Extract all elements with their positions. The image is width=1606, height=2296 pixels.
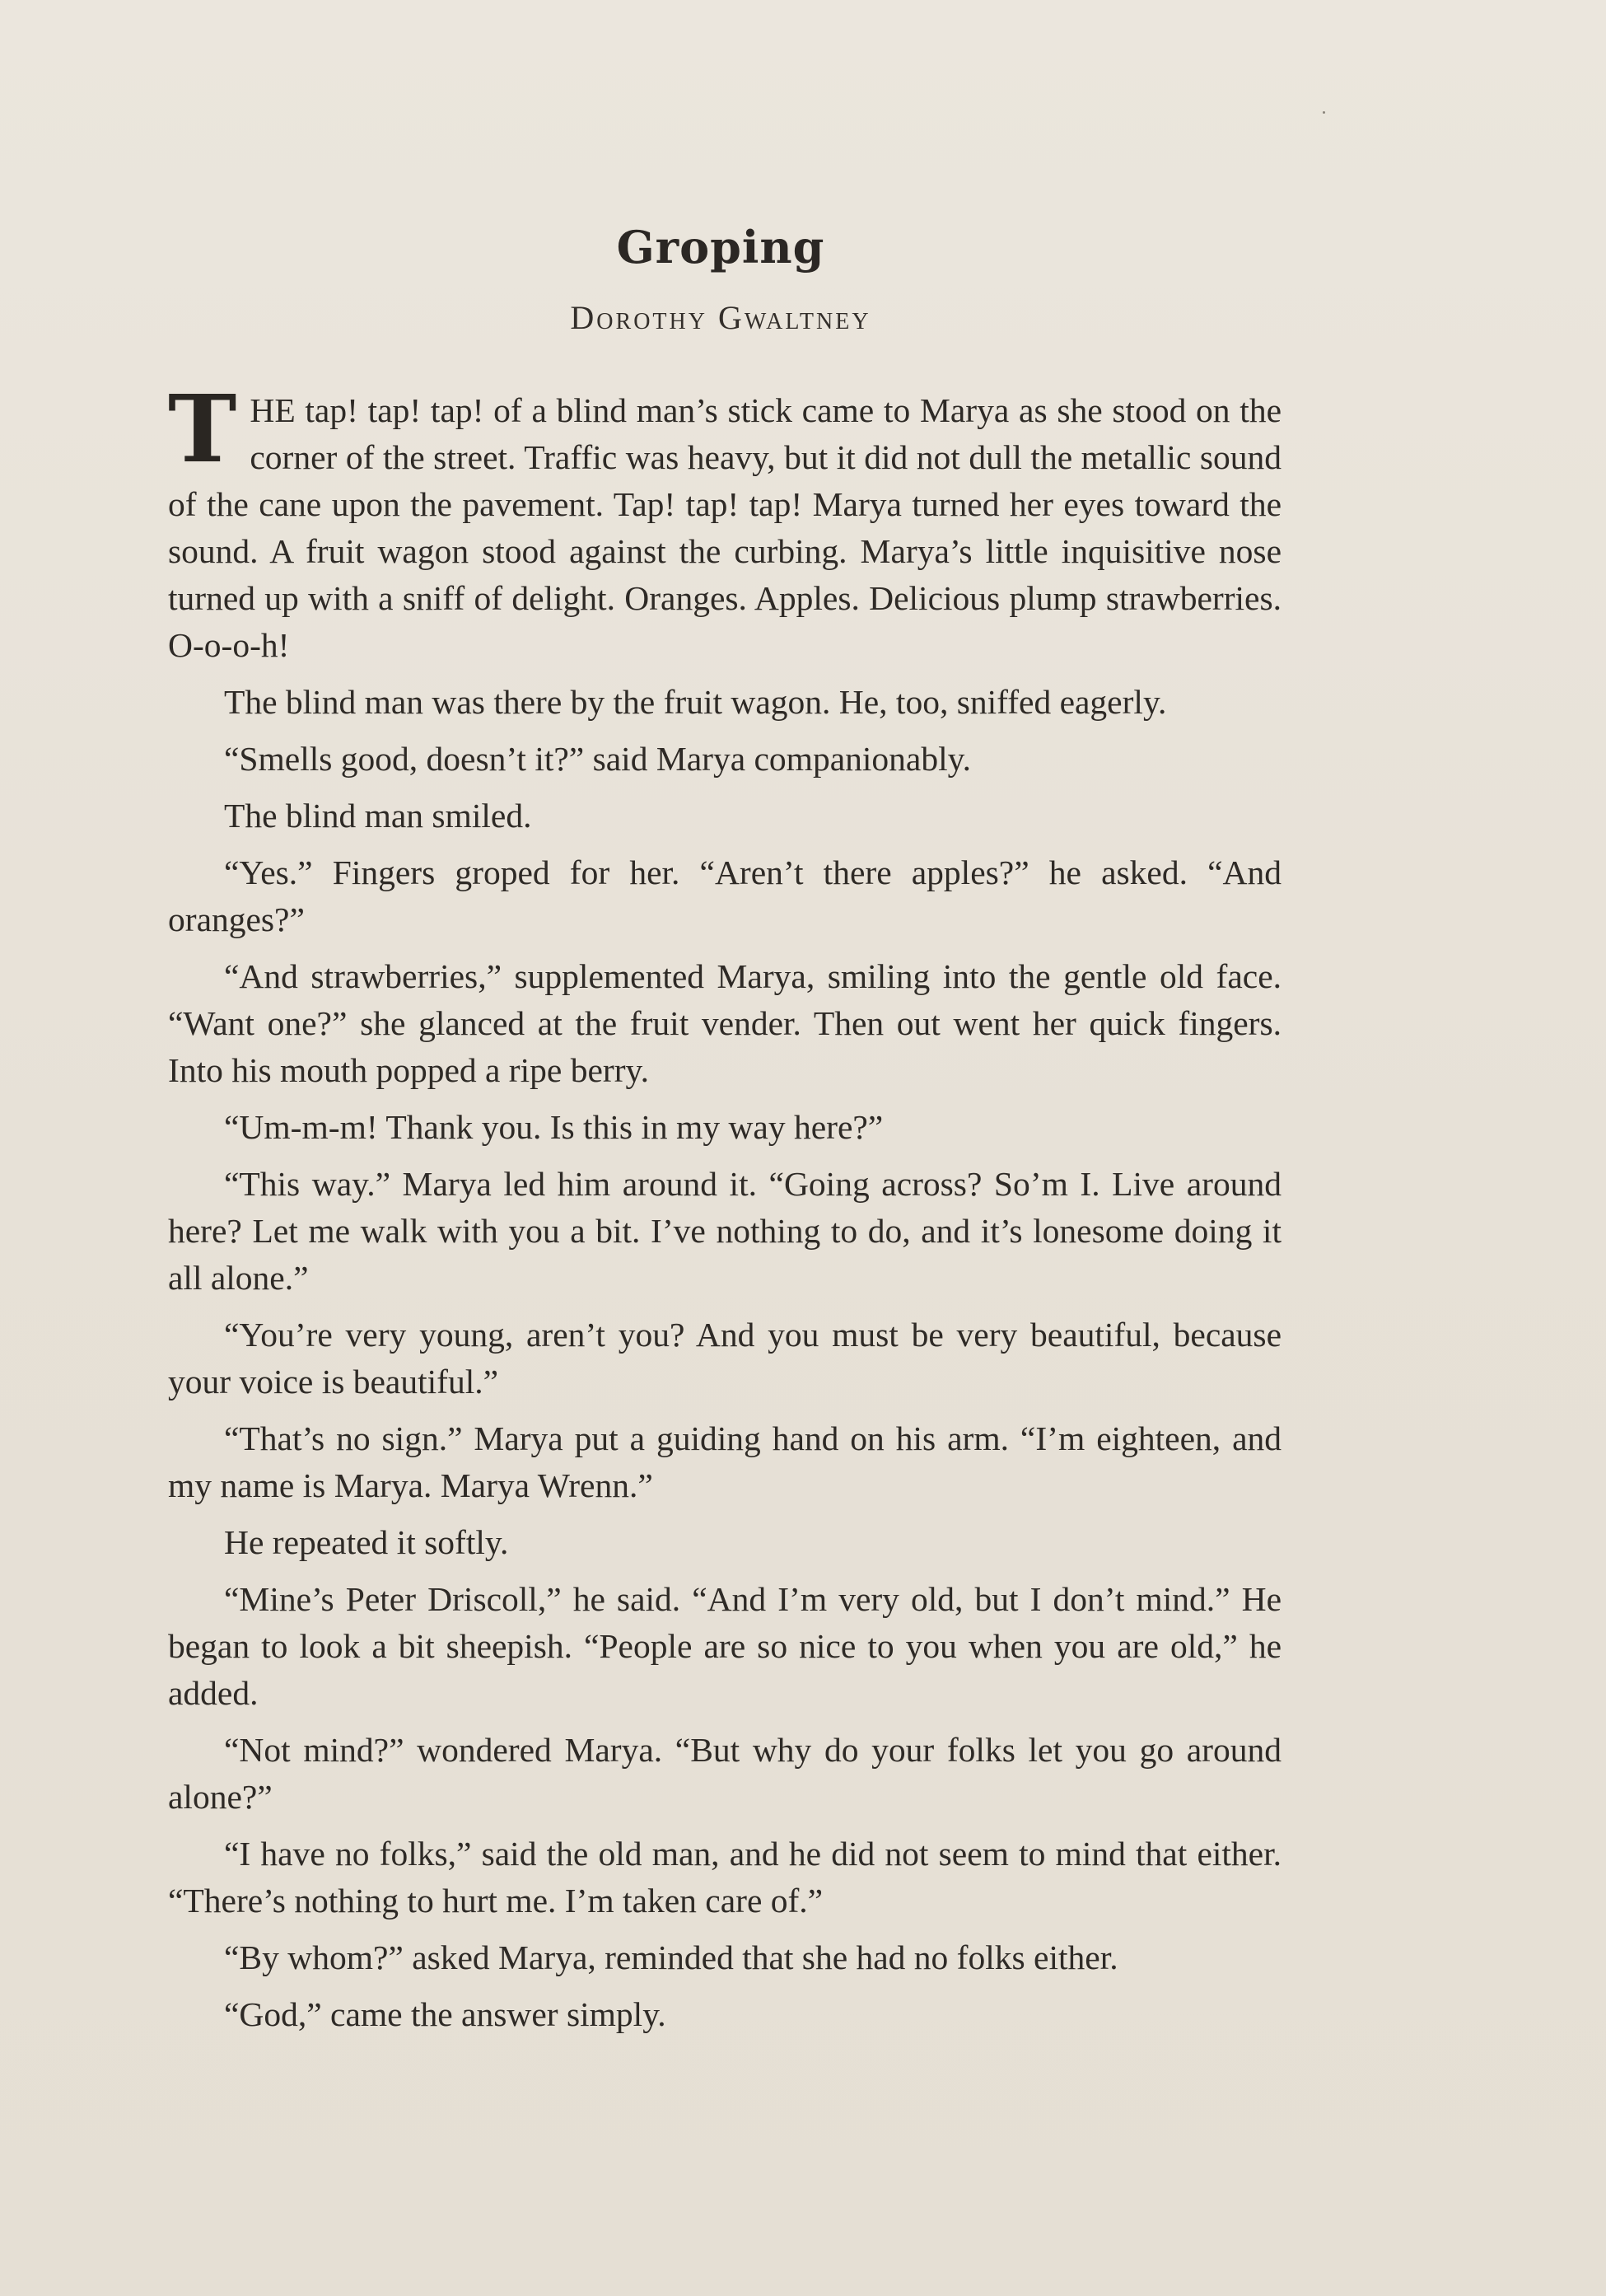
paragraph: “I have no folks,” said the old man, and he did not seem to mind that either. “There’s nothing to hurt me. I’m taken care of.”: [168, 1835, 1282, 1920]
paragraph: The blind man smiled.: [224, 797, 532, 835]
story-title: Groping: [616, 221, 825, 274]
paragraph: “Smells good, doesn’t it?” said Marya companionably.: [224, 740, 972, 778]
opening-text: HE tap! tap! tap! of a blind man’s stick came to Marya as she stood on the corner of the street. Traffic was heavy, but it did not dull the metallic sound of the cane upon the pavement. Tap! tap! tap! Marya turned her eyes toward the sound. A fruit wagon stood against the curbing. Marya’s little inquisitive nose turned up with a sniff of delight. Oranges. Apples. Delicious plump strawberries. O-o-o-h!: [168, 391, 1282, 664]
story-body: [168, 376, 1282, 2048]
paragraph: “Mine’s Peter Driscoll,” he said. “And I’m very old, but I don’t mind.” He began to look a bit sheepish. “People are so nice to you when you are old,” he added.: [168, 1580, 1282, 1712]
paragraph: He repeated it softly.: [224, 1523, 509, 1561]
paragraph-opening: [168, 376, 1282, 669]
paragraph: “Not mind?” wondered Marya. “But why do your folks let you go around alone?”: [168, 1731, 1282, 1816]
paragraph: “God,” came the answer simply.: [224, 1995, 666, 2033]
paragraph: “This way.” Marya led him around it. “Going across? So’m I. Live around here? Let me walk with you a bit. I’ve nothing to do, and it’s lonesome doing it all alone.”: [168, 1165, 1282, 1297]
story-author: Dorothy Gwaltney: [570, 299, 871, 336]
drop-cap: T: [168, 376, 237, 484]
paragraph: “That’s no sign.” Marya put a guiding hand on his arm. “I’m eighteen, and my name is Marya. Marya Wrenn.”: [168, 1419, 1282, 1504]
paper-speck: [1323, 111, 1325, 114]
paragraph: “By whom?” asked Marya, reminded that she had no folks either.: [224, 1938, 1118, 1976]
paragraph: “And strawberries,” supplemented Marya, smiling into the gentle old face. “Want one?” she glanced at the fruit vender. Then out went her quick fingers. Into his mouth popped a ripe berry.: [168, 957, 1282, 1089]
paragraph: “Yes.” Fingers groped for her. “Aren’t there apples?” he asked. “And oranges?”: [168, 853, 1282, 938]
paragraph: The blind man was there by the fruit wagon. He, too, sniffed eagerly.: [224, 683, 1167, 721]
paragraph: “Um-m-m! Thank you. Is this in my way here?”: [224, 1108, 884, 1146]
paragraph: “You’re very young, aren’t you? And you must be very beautiful, because your voice is beautiful.”: [168, 1316, 1282, 1401]
